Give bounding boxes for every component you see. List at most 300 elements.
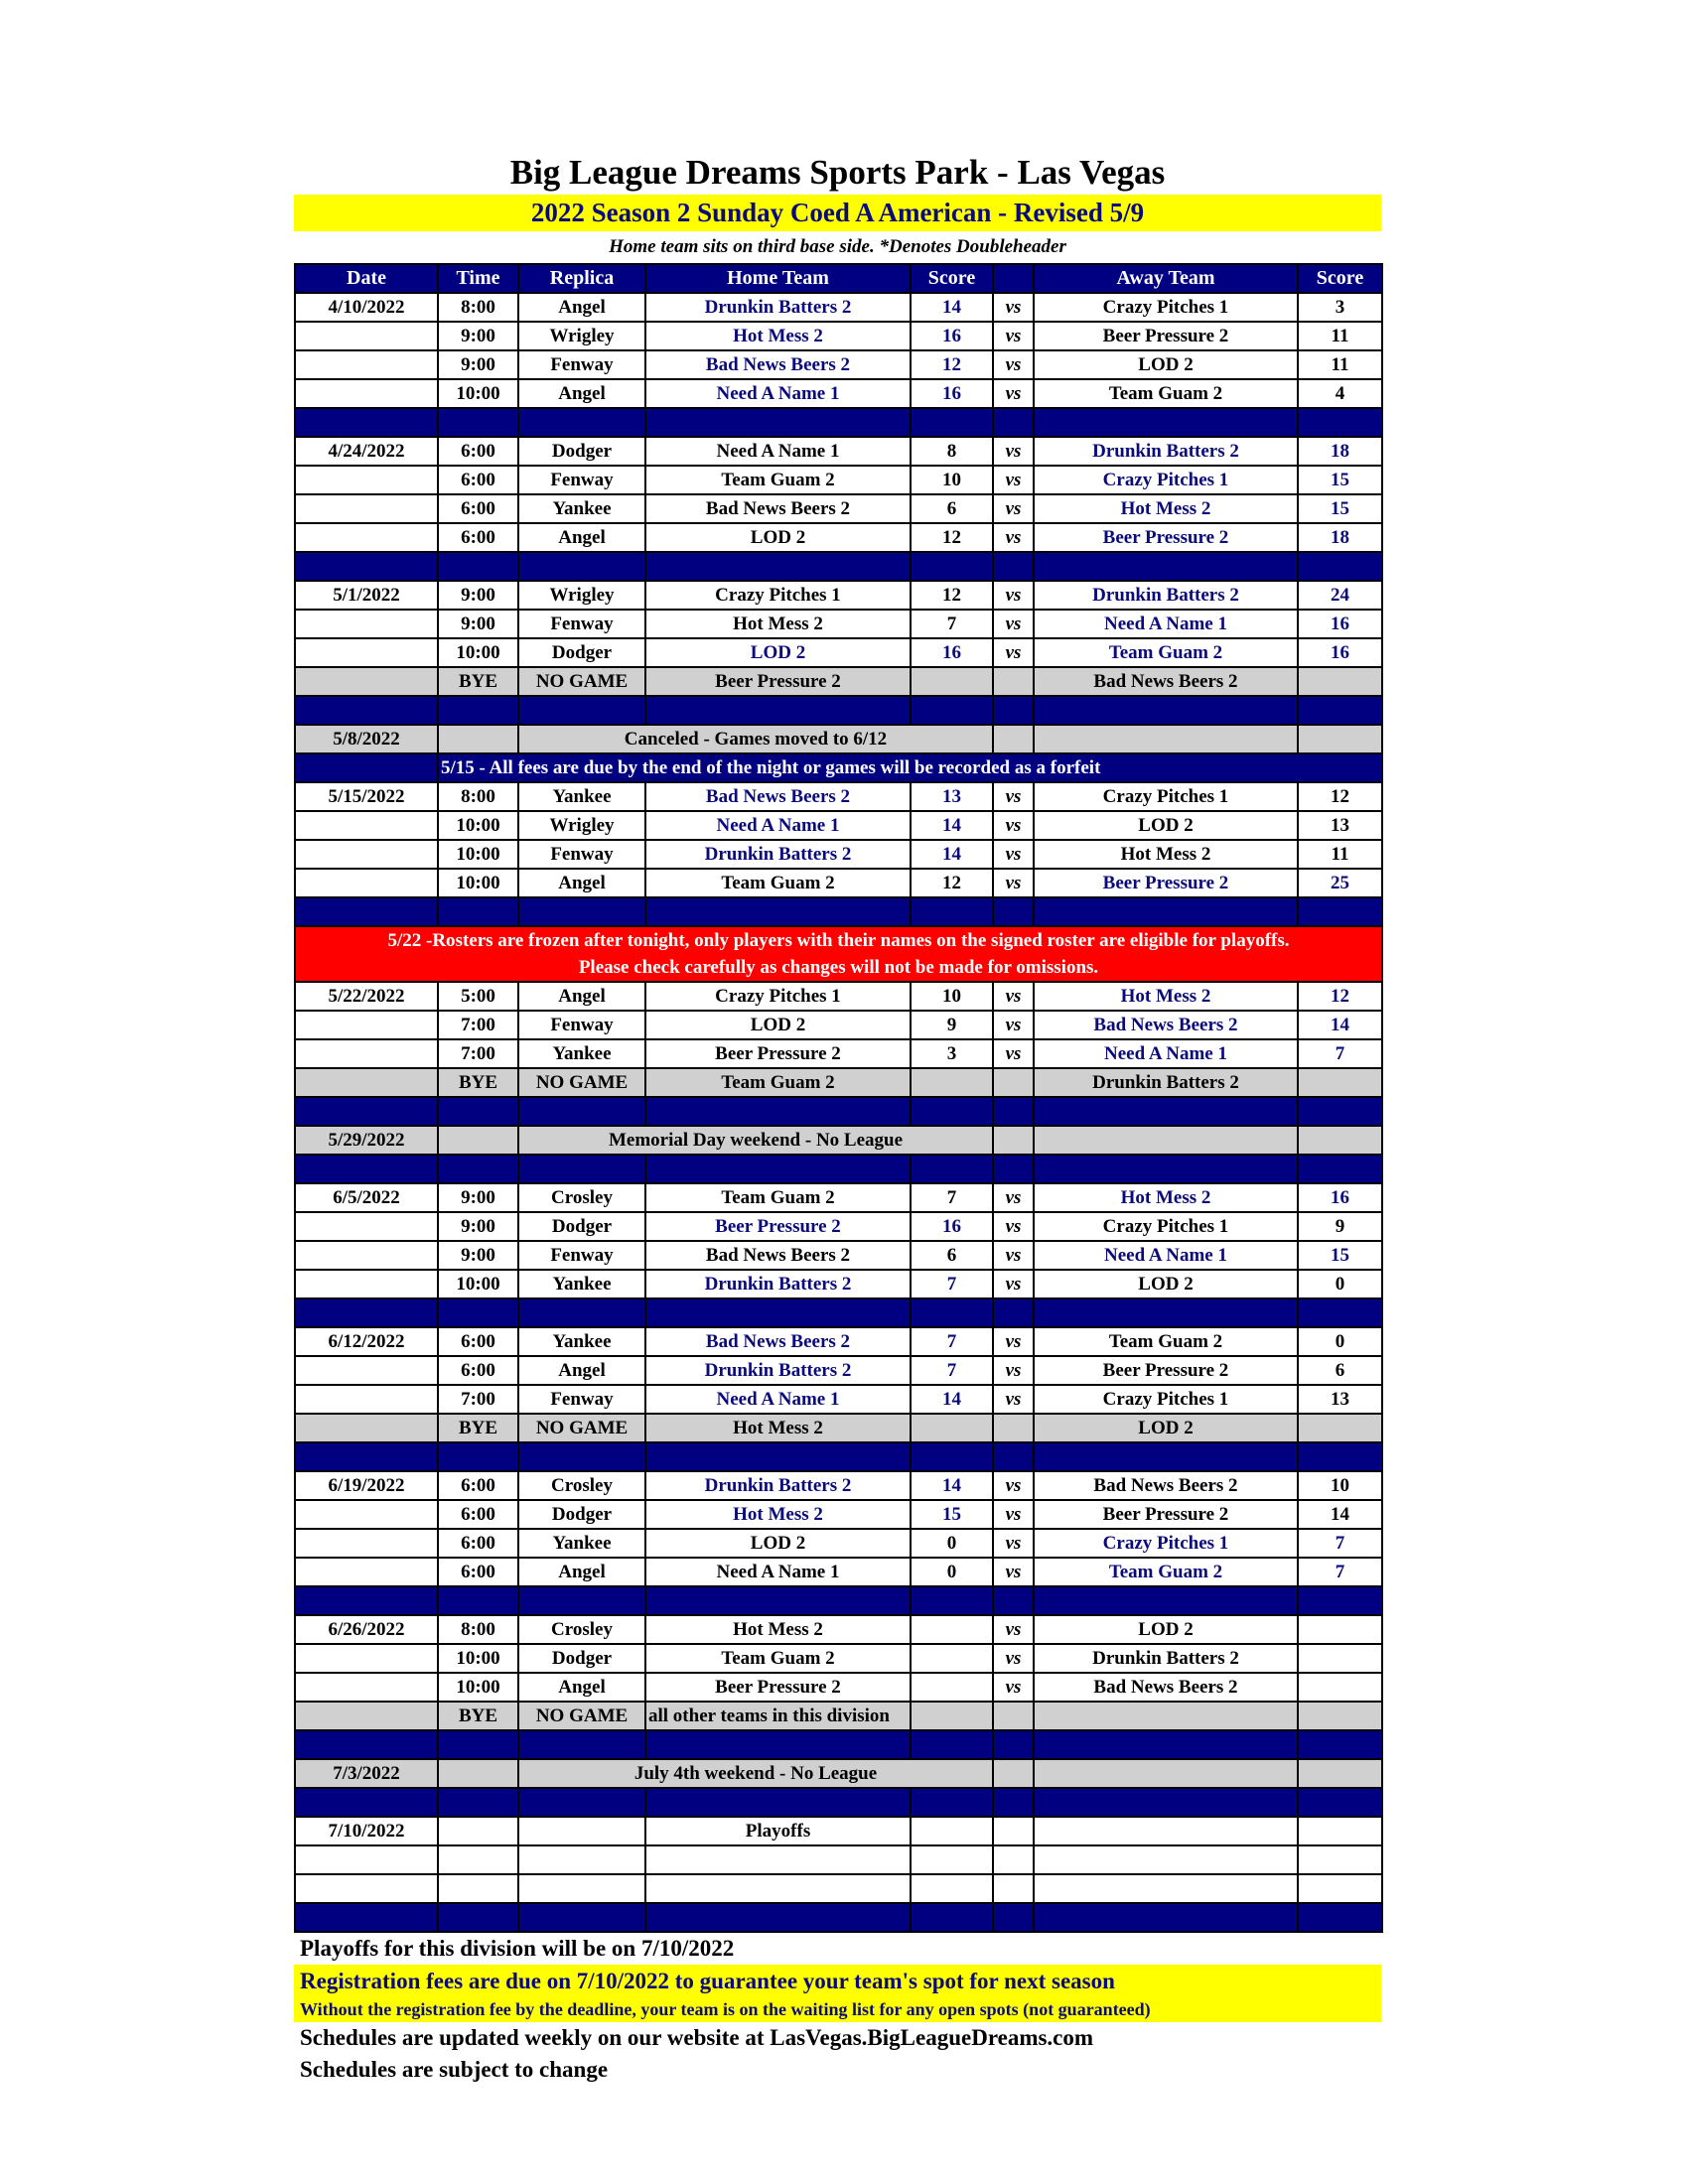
separator-cell — [438, 1586, 518, 1615]
game-row — [295, 350, 1382, 379]
vs-label: vs — [993, 1327, 1034, 1356]
header-home-team: Home Team — [645, 264, 911, 293]
home-team: Bad News Beers 2 — [645, 350, 911, 379]
game-field: Wrigley — [518, 322, 645, 350]
separator-row — [295, 1903, 1382, 1932]
bye-row — [295, 1414, 1382, 1442]
bye-team-2 — [1034, 1702, 1298, 1730]
game-field: Angel — [518, 1558, 645, 1586]
vs-label: vs — [993, 322, 1034, 350]
away-score: 25 — [1298, 869, 1382, 897]
bye-label: BYE — [438, 667, 518, 696]
separator-cell — [645, 1788, 911, 1817]
separator-cell — [645, 408, 911, 437]
separator-row — [295, 1586, 1382, 1615]
home-score: 3 — [911, 1039, 993, 1068]
game-row — [295, 1327, 1382, 1356]
game-date: 5/15/2022 — [295, 782, 438, 811]
vs-label: vs — [993, 1500, 1034, 1529]
game-time: 10:00 — [438, 840, 518, 869]
bye-label: BYE — [438, 1414, 518, 1442]
game-time: 6:00 — [438, 1558, 518, 1586]
bye-empty — [1298, 1414, 1382, 1442]
away-team: Hot Mess 2 — [1034, 494, 1298, 523]
separator-cell — [295, 408, 438, 437]
bye-date — [295, 1414, 438, 1442]
away-team: Drunkin Batters 2 — [1034, 581, 1298, 610]
away-team: Hot Mess 2 — [1034, 982, 1298, 1011]
separator-cell — [911, 1730, 993, 1759]
separator-cell — [438, 1788, 518, 1817]
home-score: 7 — [911, 610, 993, 638]
home-score: 12 — [911, 350, 993, 379]
separator-cell — [645, 696, 911, 725]
game-field: Fenway — [518, 610, 645, 638]
separator-cell — [911, 1442, 993, 1471]
vs-label: vs — [993, 437, 1034, 466]
message-empty — [1034, 725, 1298, 753]
game-time: 6:00 — [438, 1327, 518, 1356]
home-score: 16 — [911, 638, 993, 667]
game-date — [295, 811, 438, 840]
home-score: 14 — [911, 1471, 993, 1500]
game-row — [295, 782, 1382, 811]
away-score: 11 — [1298, 840, 1382, 869]
game-time: 6:00 — [438, 1529, 518, 1558]
separator-cell — [438, 696, 518, 725]
bye-empty — [911, 1702, 993, 1730]
separator-cell — [1034, 1788, 1298, 1817]
game-date — [295, 1270, 438, 1298]
away-team: Hot Mess 2 — [1034, 1183, 1298, 1212]
message-text: July 4th weekend - No League — [518, 1759, 993, 1788]
no-games-row — [295, 725, 1382, 753]
game-time: 6:00 — [438, 1500, 518, 1529]
game-time: 6:00 — [438, 466, 518, 494]
empty-cell — [438, 1845, 518, 1874]
separator-cell — [911, 1788, 993, 1817]
separator-cell — [295, 1442, 438, 1471]
away-team: Need A Name 1 — [1034, 1241, 1298, 1270]
game-row — [295, 379, 1382, 408]
game-row — [295, 982, 1382, 1011]
registration-notice — [294, 1965, 1381, 2022]
home-team: Hot Mess 2 — [645, 322, 911, 350]
away-score: 9 — [1298, 1212, 1382, 1241]
home-score: 13 — [911, 782, 993, 811]
away-score: 13 — [1298, 1385, 1382, 1414]
message-empty — [438, 1759, 518, 1788]
separator-cell — [1298, 1586, 1382, 1615]
empty-cell — [1034, 1874, 1298, 1903]
game-time: 7:00 — [438, 1011, 518, 1039]
game-date: 4/24/2022 — [295, 437, 438, 466]
bye-row — [295, 667, 1382, 696]
separator-cell — [911, 552, 993, 581]
page-title: Big League Dreams Sports Park - Las Vegas — [509, 153, 1166, 192]
separator-cell — [438, 1155, 518, 1183]
bye-row — [295, 1068, 1382, 1097]
no-game-label: NO GAME — [518, 1414, 645, 1442]
bye-empty — [1298, 1702, 1382, 1730]
message-empty — [438, 1126, 518, 1155]
no-game-label: NO GAME — [518, 667, 645, 696]
separator-cell — [518, 1788, 645, 1817]
away-score — [1298, 1615, 1382, 1644]
away-team: Beer Pressure 2 — [1034, 523, 1298, 552]
game-time: 10:00 — [438, 1644, 518, 1673]
vs-label: vs — [993, 1385, 1034, 1414]
separator-cell — [518, 1097, 645, 1126]
away-score: 11 — [1298, 350, 1382, 379]
vs-label: vs — [993, 869, 1034, 897]
home-score — [911, 1615, 993, 1644]
home-team: Bad News Beers 2 — [645, 782, 911, 811]
game-field: Fenway — [518, 1241, 645, 1270]
game-row — [295, 293, 1382, 322]
game-date: 6/19/2022 — [295, 1471, 438, 1500]
separator-cell — [1034, 1298, 1298, 1327]
away-team: Bad News Beers 2 — [1034, 1471, 1298, 1500]
game-time: 10:00 — [438, 811, 518, 840]
away-team: Beer Pressure 2 — [1034, 1500, 1298, 1529]
separator-cell — [295, 1155, 438, 1183]
separator-row — [295, 897, 1382, 926]
game-date — [295, 322, 438, 350]
home-score: 6 — [911, 494, 993, 523]
vs-label: vs — [993, 1039, 1034, 1068]
vs-label: vs — [993, 1270, 1034, 1298]
message-text: Memorial Day weekend - No League — [518, 1126, 993, 1155]
game-row — [295, 1644, 1382, 1673]
empty-cell — [1298, 1874, 1382, 1903]
bye-empty — [911, 667, 993, 696]
game-field: Fenway — [518, 466, 645, 494]
game-row — [295, 1270, 1382, 1298]
schedule-table — [294, 263, 1383, 1933]
vs-label: vs — [993, 811, 1034, 840]
home-team: Hot Mess 2 — [645, 610, 911, 638]
roster-freeze-row-2 — [295, 954, 1382, 982]
game-time: 9:00 — [438, 610, 518, 638]
away-score — [1298, 1673, 1382, 1702]
empty-cell — [1298, 1845, 1382, 1874]
bye-team: Team Guam 2 — [645, 1068, 911, 1097]
roster-freeze-text-2: Please check carefully as changes will not be made for omissions. — [295, 954, 1382, 982]
vs-label: vs — [993, 610, 1034, 638]
home-score: 7 — [911, 1183, 993, 1212]
game-date: 5/1/2022 — [295, 581, 438, 610]
vs-label: vs — [993, 1529, 1034, 1558]
empty-cell — [1298, 1817, 1382, 1845]
home-score: 14 — [911, 1385, 993, 1414]
separator-cell — [1034, 1442, 1298, 1471]
game-time: 6:00 — [438, 437, 518, 466]
bye-empty — [1298, 667, 1382, 696]
header-vs — [993, 264, 1034, 293]
vs-label: vs — [993, 1558, 1034, 1586]
game-row — [295, 1011, 1382, 1039]
away-team: Drunkin Batters 2 — [1034, 437, 1298, 466]
home-team: Beer Pressure 2 — [645, 1673, 911, 1702]
game-field: Yankee — [518, 782, 645, 811]
separator-cell — [993, 552, 1034, 581]
separator-cell — [1298, 408, 1382, 437]
game-date — [295, 1673, 438, 1702]
notice-text: 5/15 - All fees are due by the end of the night or games will be recorded as a forfeit — [438, 753, 1382, 782]
header-home-score: Score — [911, 264, 993, 293]
away-score: 13 — [1298, 811, 1382, 840]
away-team: Drunkin Batters 2 — [1034, 1644, 1298, 1673]
vs-label: vs — [993, 466, 1034, 494]
home-team: Beer Pressure 2 — [645, 1039, 911, 1068]
game-field: Fenway — [518, 350, 645, 379]
game-row — [295, 466, 1382, 494]
separator-cell — [1298, 1903, 1382, 1932]
away-score: 18 — [1298, 437, 1382, 466]
separator-cell — [438, 1097, 518, 1126]
home-team: Hot Mess 2 — [645, 1500, 911, 1529]
separator-cell — [1034, 1730, 1298, 1759]
schedule-subtitle: 2022 Season 2 Sunday Coed A American - Revised 5/9 — [294, 195, 1381, 231]
home-score: 7 — [911, 1270, 993, 1298]
away-score: 16 — [1298, 638, 1382, 667]
away-score: 0 — [1298, 1270, 1382, 1298]
separator-cell — [993, 1097, 1034, 1126]
message-empty — [1298, 1759, 1382, 1788]
away-team: Crazy Pitches 1 — [1034, 1385, 1298, 1414]
game-row — [295, 437, 1382, 466]
separator-cell — [1034, 1586, 1298, 1615]
away-score: 15 — [1298, 466, 1382, 494]
separator-cell — [295, 1298, 438, 1327]
home-team: Team Guam 2 — [645, 466, 911, 494]
bye-team-2: Bad News Beers 2 — [1034, 667, 1298, 696]
away-score — [1298, 1644, 1382, 1673]
fees-notice-row — [295, 753, 1382, 782]
away-team: Bad News Beers 2 — [1034, 1673, 1298, 1702]
header-away-score: Score — [1298, 264, 1382, 293]
away-team: Team Guam 2 — [1034, 1327, 1298, 1356]
home-team: Hot Mess 2 — [645, 1615, 911, 1644]
home-team: Need A Name 1 — [645, 437, 911, 466]
game-time: 9:00 — [438, 322, 518, 350]
game-field: Fenway — [518, 840, 645, 869]
separator-cell — [645, 1298, 911, 1327]
game-date — [295, 379, 438, 408]
bye-team: all other teams in this division — [645, 1702, 911, 1730]
game-row — [295, 1212, 1382, 1241]
separator-cell — [911, 696, 993, 725]
away-team: LOD 2 — [1034, 811, 1298, 840]
bye-date — [295, 1068, 438, 1097]
away-score: 15 — [1298, 1241, 1382, 1270]
separator-cell — [911, 408, 993, 437]
empty-cell — [518, 1817, 645, 1845]
home-team: Drunkin Batters 2 — [645, 1270, 911, 1298]
separator-cell — [645, 1903, 911, 1932]
away-team: Crazy Pitches 1 — [1034, 466, 1298, 494]
game-date: 4/10/2022 — [295, 293, 438, 322]
home-team: Drunkin Batters 2 — [645, 293, 911, 322]
game-time: 6:00 — [438, 494, 518, 523]
game-row — [295, 1471, 1382, 1500]
home-team: Team Guam 2 — [645, 1644, 911, 1673]
message-empty — [1034, 1759, 1298, 1788]
header-away-team: Away Team — [1034, 264, 1298, 293]
separator-cell — [1298, 1788, 1382, 1817]
empty-cell — [295, 1874, 438, 1903]
playoff-date: 7/10/2022 — [295, 1817, 438, 1845]
away-team: LOD 2 — [1034, 1615, 1298, 1644]
home-score: 7 — [911, 1356, 993, 1385]
separator-cell — [438, 408, 518, 437]
home-team: Drunkin Batters 2 — [645, 840, 911, 869]
away-score: 12 — [1298, 982, 1382, 1011]
game-field: Crosley — [518, 1471, 645, 1500]
game-field: Dodger — [518, 1500, 645, 1529]
game-date — [295, 638, 438, 667]
message-empty — [1298, 725, 1382, 753]
home-score: 0 — [911, 1558, 993, 1586]
game-time: 8:00 — [438, 293, 518, 322]
separator-cell — [438, 1730, 518, 1759]
playoffs-row — [295, 1817, 1382, 1845]
game-field: Angel — [518, 982, 645, 1011]
vs-label: vs — [993, 581, 1034, 610]
separator-cell — [295, 1097, 438, 1126]
game-row — [295, 1039, 1382, 1068]
vs-label: vs — [993, 840, 1034, 869]
vs-label: vs — [993, 638, 1034, 667]
roster-freeze-text: 5/22 -Rosters are frozen after tonight, only players with their names on the signed roster are eligible for playoffs. — [295, 926, 1382, 954]
game-row — [295, 1615, 1382, 1644]
away-score: 3 — [1298, 293, 1382, 322]
empty-cell — [911, 1845, 993, 1874]
home-team: Need A Name 1 — [645, 379, 911, 408]
separator-row — [295, 1442, 1382, 1471]
no-game-label: NO GAME — [518, 1068, 645, 1097]
game-time: 9:00 — [438, 350, 518, 379]
home-team: LOD 2 — [645, 638, 911, 667]
empty-cell — [993, 1845, 1034, 1874]
separator-cell — [438, 1442, 518, 1471]
vs-label: vs — [993, 494, 1034, 523]
separator-cell — [1298, 1097, 1382, 1126]
game-date — [295, 1241, 438, 1270]
away-score: 10 — [1298, 1471, 1382, 1500]
message-text: Canceled - Games moved to 6/12 — [518, 725, 993, 753]
away-score: 6 — [1298, 1356, 1382, 1385]
vs-label: vs — [993, 523, 1034, 552]
home-score: 15 — [911, 1500, 993, 1529]
header-replica: Replica — [518, 264, 645, 293]
separator-row — [295, 408, 1382, 437]
away-team: Bad News Beers 2 — [1034, 1011, 1298, 1039]
separator-cell — [1034, 552, 1298, 581]
game-time: 8:00 — [438, 782, 518, 811]
empty-cell — [993, 1874, 1034, 1903]
separator-cell — [1034, 1097, 1298, 1126]
empty-cell — [645, 1845, 911, 1874]
game-field: Yankee — [518, 1327, 645, 1356]
waiting-list-note: Without the registration fee by the deadline, your team is on the waiting list for any open spots (not guaranteed) — [300, 1999, 1151, 2019]
home-team-note: Home team sits on third base side. *Denotes Doubleheader — [609, 236, 1066, 257]
empty-cell — [295, 1845, 438, 1874]
away-score: 16 — [1298, 610, 1382, 638]
away-team: Need A Name 1 — [1034, 1039, 1298, 1068]
game-date — [295, 350, 438, 379]
home-score: 16 — [911, 322, 993, 350]
separator-cell — [645, 552, 911, 581]
home-team: Drunkin Batters 2 — [645, 1356, 911, 1385]
game-row — [295, 840, 1382, 869]
message-date: 7/3/2022 — [295, 1759, 438, 1788]
game-field: Angel — [518, 523, 645, 552]
game-time: 9:00 — [438, 1241, 518, 1270]
home-team: Need A Name 1 — [645, 1558, 911, 1586]
game-field: Crosley — [518, 1183, 645, 1212]
away-score: 16 — [1298, 1183, 1382, 1212]
game-time: 9:00 — [438, 581, 518, 610]
header-time: Time — [438, 264, 518, 293]
separator-cell — [518, 408, 645, 437]
separator-cell — [295, 552, 438, 581]
away-score: 24 — [1298, 581, 1382, 610]
game-time: 8:00 — [438, 1615, 518, 1644]
home-team: LOD 2 — [645, 523, 911, 552]
away-team: Crazy Pitches 1 — [1034, 782, 1298, 811]
home-score: 12 — [911, 869, 993, 897]
message-empty — [993, 725, 1034, 753]
separator-cell — [911, 1155, 993, 1183]
game-date — [295, 1039, 438, 1068]
game-time: 6:00 — [438, 1356, 518, 1385]
game-row — [295, 869, 1382, 897]
game-time: 10:00 — [438, 638, 518, 667]
separator-row — [295, 1298, 1382, 1327]
away-score: 11 — [1298, 322, 1382, 350]
empty-cell — [518, 1845, 645, 1874]
table-header-row — [295, 264, 1382, 293]
home-score: 10 — [911, 982, 993, 1011]
game-row — [295, 1529, 1382, 1558]
bye-team: Beer Pressure 2 — [645, 667, 911, 696]
game-date: 5/22/2022 — [295, 982, 438, 1011]
vs-label: vs — [993, 982, 1034, 1011]
game-field: Yankee — [518, 1529, 645, 1558]
separator-row — [295, 1788, 1382, 1817]
game-date — [295, 1011, 438, 1039]
game-row — [295, 1183, 1382, 1212]
away-team: Beer Pressure 2 — [1034, 322, 1298, 350]
separator-cell — [438, 1903, 518, 1932]
separator-cell — [438, 552, 518, 581]
vs-label: vs — [993, 1471, 1034, 1500]
game-date — [295, 840, 438, 869]
home-score — [911, 1673, 993, 1702]
separator-cell — [295, 1788, 438, 1817]
separator-cell — [911, 1586, 993, 1615]
game-field: Fenway — [518, 1385, 645, 1414]
separator-cell — [1298, 552, 1382, 581]
separator-cell — [1298, 1298, 1382, 1327]
separator-row — [295, 1097, 1382, 1126]
separator-cell — [518, 552, 645, 581]
bye-empty — [911, 1414, 993, 1442]
empty-row — [295, 1874, 1382, 1903]
bye-empty — [993, 1702, 1034, 1730]
